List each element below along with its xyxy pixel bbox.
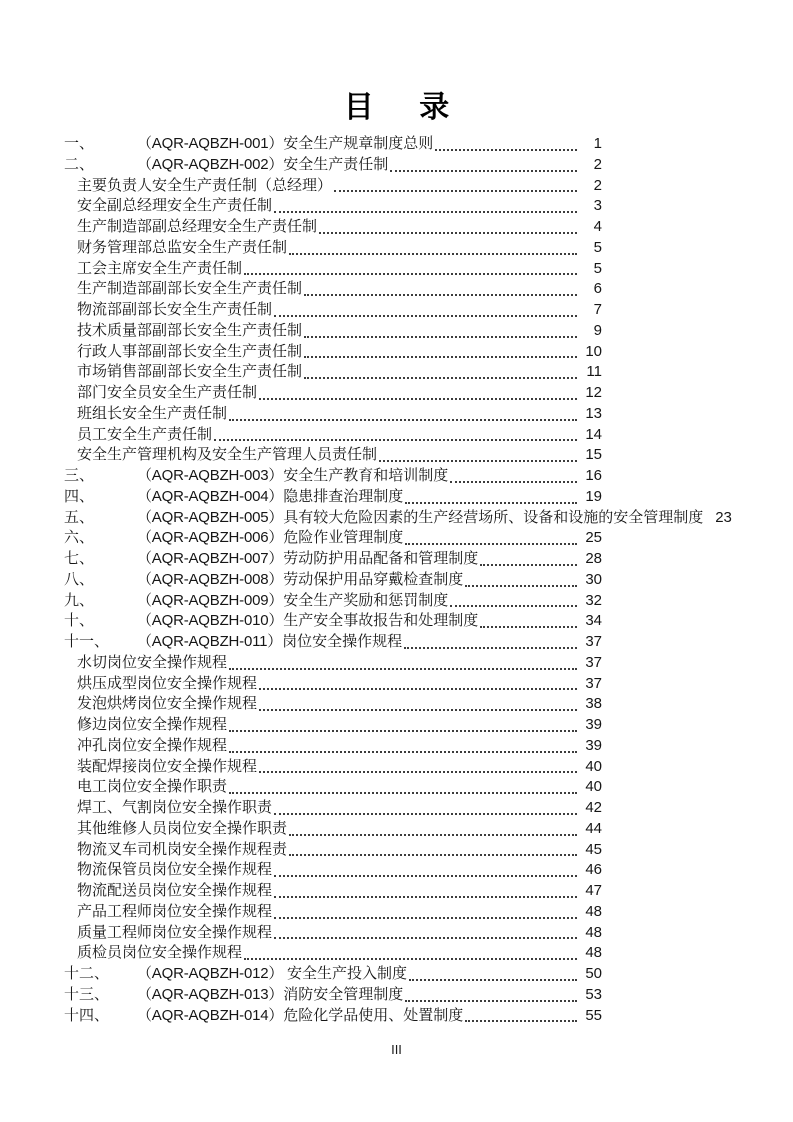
- toc-entry[interactable]: [64, 279, 602, 300]
- dot-leader: [289, 854, 577, 856]
- toc-entry-title: 消防安全管理制度: [283, 986, 404, 1003]
- toc-entry-page: 12: [585, 384, 602, 401]
- toc-entry[interactable]: [64, 466, 602, 487]
- toc-entry-page: 7: [593, 301, 602, 318]
- toc-entry-title: 工会主席安全生产责任制: [77, 260, 243, 277]
- toc-entry-page: 40: [585, 757, 602, 775]
- toc-entry-code: （AQR-AQBZH-010）: [137, 612, 284, 630]
- dot-leader: [379, 460, 577, 462]
- toc-entry-title: 质检员岗位安全操作规程: [77, 945, 243, 962]
- toc-entry-title: 危险化学品使用、处置制度: [283, 1007, 464, 1024]
- toc-entry-page: 5: [593, 238, 602, 256]
- toc-entry-title: 安全生产投入制度: [283, 966, 407, 982]
- toc-entry-page: 23: [715, 508, 732, 526]
- toc-entry-number: 十一、: [64, 634, 110, 650]
- toc-entry[interactable]: [64, 1006, 602, 1027]
- toc-entry[interactable]: [64, 217, 602, 238]
- dot-leader: [289, 253, 577, 255]
- toc-entry-page: 48: [585, 902, 602, 920]
- toc-entry-title: 装配焊接岗位安全操作规程: [77, 758, 258, 775]
- dot-leader: [304, 294, 577, 296]
- dot-leader: [229, 751, 577, 753]
- toc-entry-code: （AQR-AQBZH-003）: [137, 467, 284, 484]
- toc-entry[interactable]: [64, 549, 602, 570]
- toc-entry-page: 11: [586, 363, 602, 381]
- dot-leader: [465, 585, 577, 587]
- dot-leader: [274, 211, 577, 213]
- dot-leader: [304, 356, 577, 358]
- toc-entry-code: （AQR-AQBZH-009）: [137, 591, 284, 609]
- toc-entry-code: （AQR-AQBZH-007）: [137, 550, 284, 567]
- toc-entry-page: 10: [585, 342, 602, 360]
- dot-leader: [409, 979, 577, 981]
- toc-entry[interactable]: [64, 674, 602, 695]
- toc-entry-title: 物流保管员岗位安全操作规程: [77, 862, 273, 879]
- toc-entry-page: 45: [585, 840, 602, 858]
- toc-entry-page: 34: [585, 612, 602, 630]
- toc-entry-page: 5: [593, 259, 602, 277]
- toc-entry-code: （AQR-AQBZH-014）: [137, 1006, 284, 1024]
- toc-entry-code: （AQR-AQBZH-001）: [137, 135, 284, 152]
- toc-entry-title: 财务管理部总监安全生产责任制: [77, 239, 288, 256]
- toc-entry-number: 七、: [64, 551, 95, 567]
- toc-entry-title: 劳动防护用品配备和管理制度: [283, 551, 479, 567]
- toc-entry-title: 修边岗位安全操作规程: [77, 717, 228, 733]
- toc-entry[interactable]: [64, 591, 602, 612]
- dot-leader: [404, 647, 577, 649]
- toc-entry-page: 13: [585, 404, 602, 422]
- toc-entry[interactable]: [64, 715, 602, 736]
- dot-leader: [274, 917, 577, 919]
- toc-entry-title: 烘压成型岗位安全操作规程: [77, 675, 258, 692]
- dot-leader: [450, 481, 577, 483]
- toc-entry-code: （AQR-AQBZH-008）: [137, 570, 284, 588]
- toc-list: [64, 134, 732, 1026]
- toc-entry-page: 2: [593, 155, 602, 173]
- toc-entry-number: 十四、: [64, 1007, 110, 1024]
- toc-entry-title: 焊工、气割岗位安全操作职责: [77, 800, 273, 816]
- toc-entry-page: 37: [585, 653, 602, 671]
- toc-entry-title: 产品工程师岗位安全操作规程: [77, 903, 273, 920]
- toc-entry[interactable]: [64, 985, 602, 1006]
- dot-leader: [229, 792, 577, 794]
- toc-entry[interactable]: [64, 487, 602, 508]
- dot-leader: [259, 688, 577, 690]
- toc-entry-title: 物流配送员岗位安全操作规程: [77, 883, 273, 899]
- dot-leader: [229, 668, 577, 670]
- toc-entry-title: 安全生产规章制度总则: [283, 136, 434, 152]
- toc-entry-title: 生产安全事故报告和处理制度: [283, 613, 479, 630]
- toc-entry-page: 32: [585, 591, 602, 609]
- toc-entry-title: 劳动保护用品穿戴检查制度: [283, 571, 464, 588]
- dot-leader: [229, 419, 577, 421]
- toc-entry-page: 55: [585, 1006, 602, 1024]
- toc-entry-title: 岗位安全操作规程: [282, 634, 403, 650]
- toc-entry[interactable]: [64, 736, 602, 757]
- toc-entry-page: 39: [585, 716, 602, 733]
- toc-entry[interactable]: [64, 238, 602, 259]
- toc-entry[interactable]: [64, 445, 602, 466]
- toc-entry-page: 48: [585, 923, 602, 941]
- toc-entry[interactable]: [64, 611, 602, 632]
- dot-leader: [274, 315, 577, 317]
- toc-entry-page: 30: [585, 570, 602, 588]
- toc-entry-title: 隐患排查治理制度: [283, 488, 404, 505]
- toc-entry-title: 主要负责人安全生产责任制（总经理）: [77, 177, 333, 194]
- toc-entry[interactable]: [64, 964, 602, 985]
- dot-leader: [244, 958, 577, 960]
- toc-entry-page: 44: [585, 819, 602, 837]
- dot-leader: [274, 937, 577, 939]
- toc-entry[interactable]: [64, 425, 602, 446]
- dot-leader: [480, 564, 577, 566]
- toc-entry[interactable]: [64, 570, 602, 591]
- toc-entry-title: 质量工程师岗位安全操作规程: [77, 924, 273, 941]
- toc-entry[interactable]: [64, 176, 602, 197]
- toc-entry-title: 发泡烘烤岗位安全操作规程: [77, 696, 258, 713]
- toc-entry-page: 19: [585, 487, 602, 505]
- toc-entry-page: 28: [585, 550, 602, 567]
- toc-entry-number: 一、: [64, 136, 95, 152]
- toc-entry[interactable]: [64, 881, 602, 902]
- toc-entry-page: 47: [585, 882, 602, 899]
- dot-leader: [319, 232, 577, 234]
- footer-page-number: III: [391, 1042, 402, 1058]
- toc-entry[interactable]: [64, 196, 602, 217]
- toc-entry-title: 班组长安全生产责任制: [77, 405, 228, 422]
- dot-leader: [229, 730, 577, 732]
- toc-entry-page: 25: [585, 529, 602, 547]
- toc-entry-page: 46: [585, 861, 602, 879]
- dot-leader: [274, 813, 577, 815]
- toc-entry-page: 37: [585, 674, 602, 692]
- toc-entry-title: 部门安全员安全生产责任制: [77, 385, 258, 401]
- toc-entry[interactable]: [64, 508, 732, 529]
- toc-entry-code: （AQR-AQBZH-005）: [137, 508, 284, 526]
- toc-entry[interactable]: [64, 321, 602, 342]
- toc-entry-page: 1: [593, 135, 602, 152]
- toc-entry-title: 冲孔岗位安全操作规程: [77, 737, 228, 754]
- toc-entry-code: （AQR-AQBZH-002）: [137, 155, 284, 173]
- toc-entry-title: 市场销售部副部长安全生产责任制: [77, 364, 303, 381]
- toc-entry[interactable]: [64, 653, 602, 674]
- toc-entry-number: 八、: [64, 571, 95, 588]
- dot-leader: [405, 543, 577, 545]
- toc-entry[interactable]: [64, 528, 602, 549]
- toc-entry[interactable]: [64, 342, 602, 363]
- toc-entry-page: 14: [585, 425, 602, 443]
- toc-entry[interactable]: [64, 383, 602, 404]
- toc-entry-page: 48: [585, 944, 602, 962]
- dot-leader: [244, 273, 577, 275]
- toc-entry-title: 水切岗位安全操作规程: [77, 654, 228, 671]
- toc-entry-title: 生产制造部副总经理安全生产责任制: [77, 219, 318, 235]
- toc-entry-title: 安全生产责任制: [283, 156, 389, 173]
- toc-entry[interactable]: [64, 404, 602, 425]
- toc-entry-page: 40: [585, 778, 602, 796]
- toc-entry-title: 安全副总经理安全生产责任制: [77, 198, 273, 215]
- toc-entry-title: 技术质量部副部长安全生产责任制: [77, 322, 303, 339]
- toc-entry[interactable]: [64, 840, 602, 861]
- dot-leader: [259, 398, 577, 400]
- toc-entry-number: 五、: [64, 509, 95, 526]
- toc-entry-page: 42: [585, 799, 602, 816]
- dot-leader: [465, 1020, 577, 1022]
- toc-entry[interactable]: [64, 757, 602, 778]
- toc-entry-title: 安全生产教育和培训制度: [283, 468, 449, 484]
- toc-entry-page: 15: [585, 446, 602, 464]
- toc-entry-number: 十二、: [64, 966, 110, 982]
- dot-leader: [390, 170, 577, 172]
- toc-entry[interactable]: [64, 923, 602, 944]
- toc-entry-number: 四、: [64, 488, 95, 505]
- toc-entry-title: 安全生产奖励和惩罚制度: [283, 592, 449, 609]
- toc-entry-number: 十三、: [64, 986, 110, 1003]
- toc-entry[interactable]: [64, 134, 602, 155]
- toc-entry-number: 三、: [64, 468, 95, 484]
- toc-entry-title: 物流叉车司机岗安全操作规程责: [77, 841, 288, 858]
- toc-entry-code: （AQR-AQBZH-006）: [137, 529, 284, 547]
- toc-entry-page: 3: [593, 197, 602, 215]
- toc-entry-code: （AQR-AQBZH-012）: [137, 965, 284, 982]
- toc-entry[interactable]: [64, 902, 602, 923]
- toc-entry[interactable]: [64, 798, 602, 819]
- dot-leader: [259, 709, 577, 711]
- toc-entry-title: 具有较大危险因素的生产经营场所、设备和设施的安全管理制度: [283, 509, 704, 526]
- toc-entry-title: 生产制造部副部长安全生产责任制: [77, 281, 303, 298]
- dot-leader: [304, 336, 577, 338]
- dot-leader: [435, 149, 577, 151]
- toc-entry-number: 六、: [64, 530, 95, 547]
- toc-entry-page: 4: [593, 218, 602, 235]
- toc-entry-number: 十、: [64, 613, 95, 630]
- dot-leader: [259, 771, 577, 773]
- dot-leader: [214, 439, 577, 441]
- toc-entry[interactable]: [64, 632, 602, 653]
- toc-entry-page: 2: [593, 176, 602, 194]
- toc-entry[interactable]: [64, 819, 602, 840]
- toc-entry-page: 38: [585, 695, 602, 713]
- page-title: 目 录: [343, 91, 450, 124]
- toc-entry-page: 39: [585, 736, 602, 754]
- toc-entry-page: 16: [585, 467, 602, 484]
- toc-entry[interactable]: [64, 694, 602, 715]
- toc-entry-page: 9: [593, 321, 602, 339]
- dot-leader: [450, 605, 577, 607]
- dot-leader: [405, 502, 577, 504]
- toc-entry[interactable]: [64, 155, 602, 176]
- toc-entry-title: 安全生产管理机构及安全生产管理人员责任制: [77, 447, 378, 464]
- toc-entry[interactable]: [64, 777, 602, 798]
- dot-leader: [405, 1000, 577, 1002]
- toc-entry[interactable]: [64, 943, 602, 964]
- toc-entry-title: 行政人事部副部长安全生产责任制: [77, 343, 303, 360]
- toc-entry[interactable]: [64, 259, 602, 280]
- toc-entry-code: （AQR-AQBZH-004）: [137, 487, 284, 505]
- dot-leader: [334, 190, 577, 192]
- toc-entry-title: 员工安全生产责任制: [77, 426, 213, 443]
- toc-entry[interactable]: [64, 860, 602, 881]
- toc-entry-title: 危险作业管理制度: [283, 530, 404, 547]
- toc-entry-code: （AQR-AQBZH-013）: [137, 985, 284, 1003]
- toc-entry[interactable]: [64, 300, 602, 321]
- toc-entry[interactable]: [64, 362, 602, 383]
- toc-entry-number: 九、: [64, 592, 95, 609]
- toc-entry-title: 电工岗位安全操作职责: [77, 779, 228, 796]
- toc-entry-page: 37: [585, 633, 602, 650]
- dot-leader: [289, 834, 577, 836]
- toc-entry-title: 其他维修人员岗位安全操作职责: [77, 820, 288, 837]
- dot-leader: [274, 875, 577, 877]
- dot-leader: [304, 377, 577, 379]
- toc-entry-page: 53: [585, 985, 602, 1003]
- toc-entry-title: 物流部副部长安全生产责任制: [77, 302, 273, 318]
- toc-entry-number: 二、: [64, 156, 95, 173]
- toc-entry-code: （AQR-AQBZH-011）: [137, 633, 283, 650]
- dot-leader: [480, 626, 577, 628]
- toc-entry-page: 50: [585, 965, 602, 982]
- toc-entry-page: 6: [593, 280, 602, 298]
- dot-leader: [274, 896, 577, 898]
